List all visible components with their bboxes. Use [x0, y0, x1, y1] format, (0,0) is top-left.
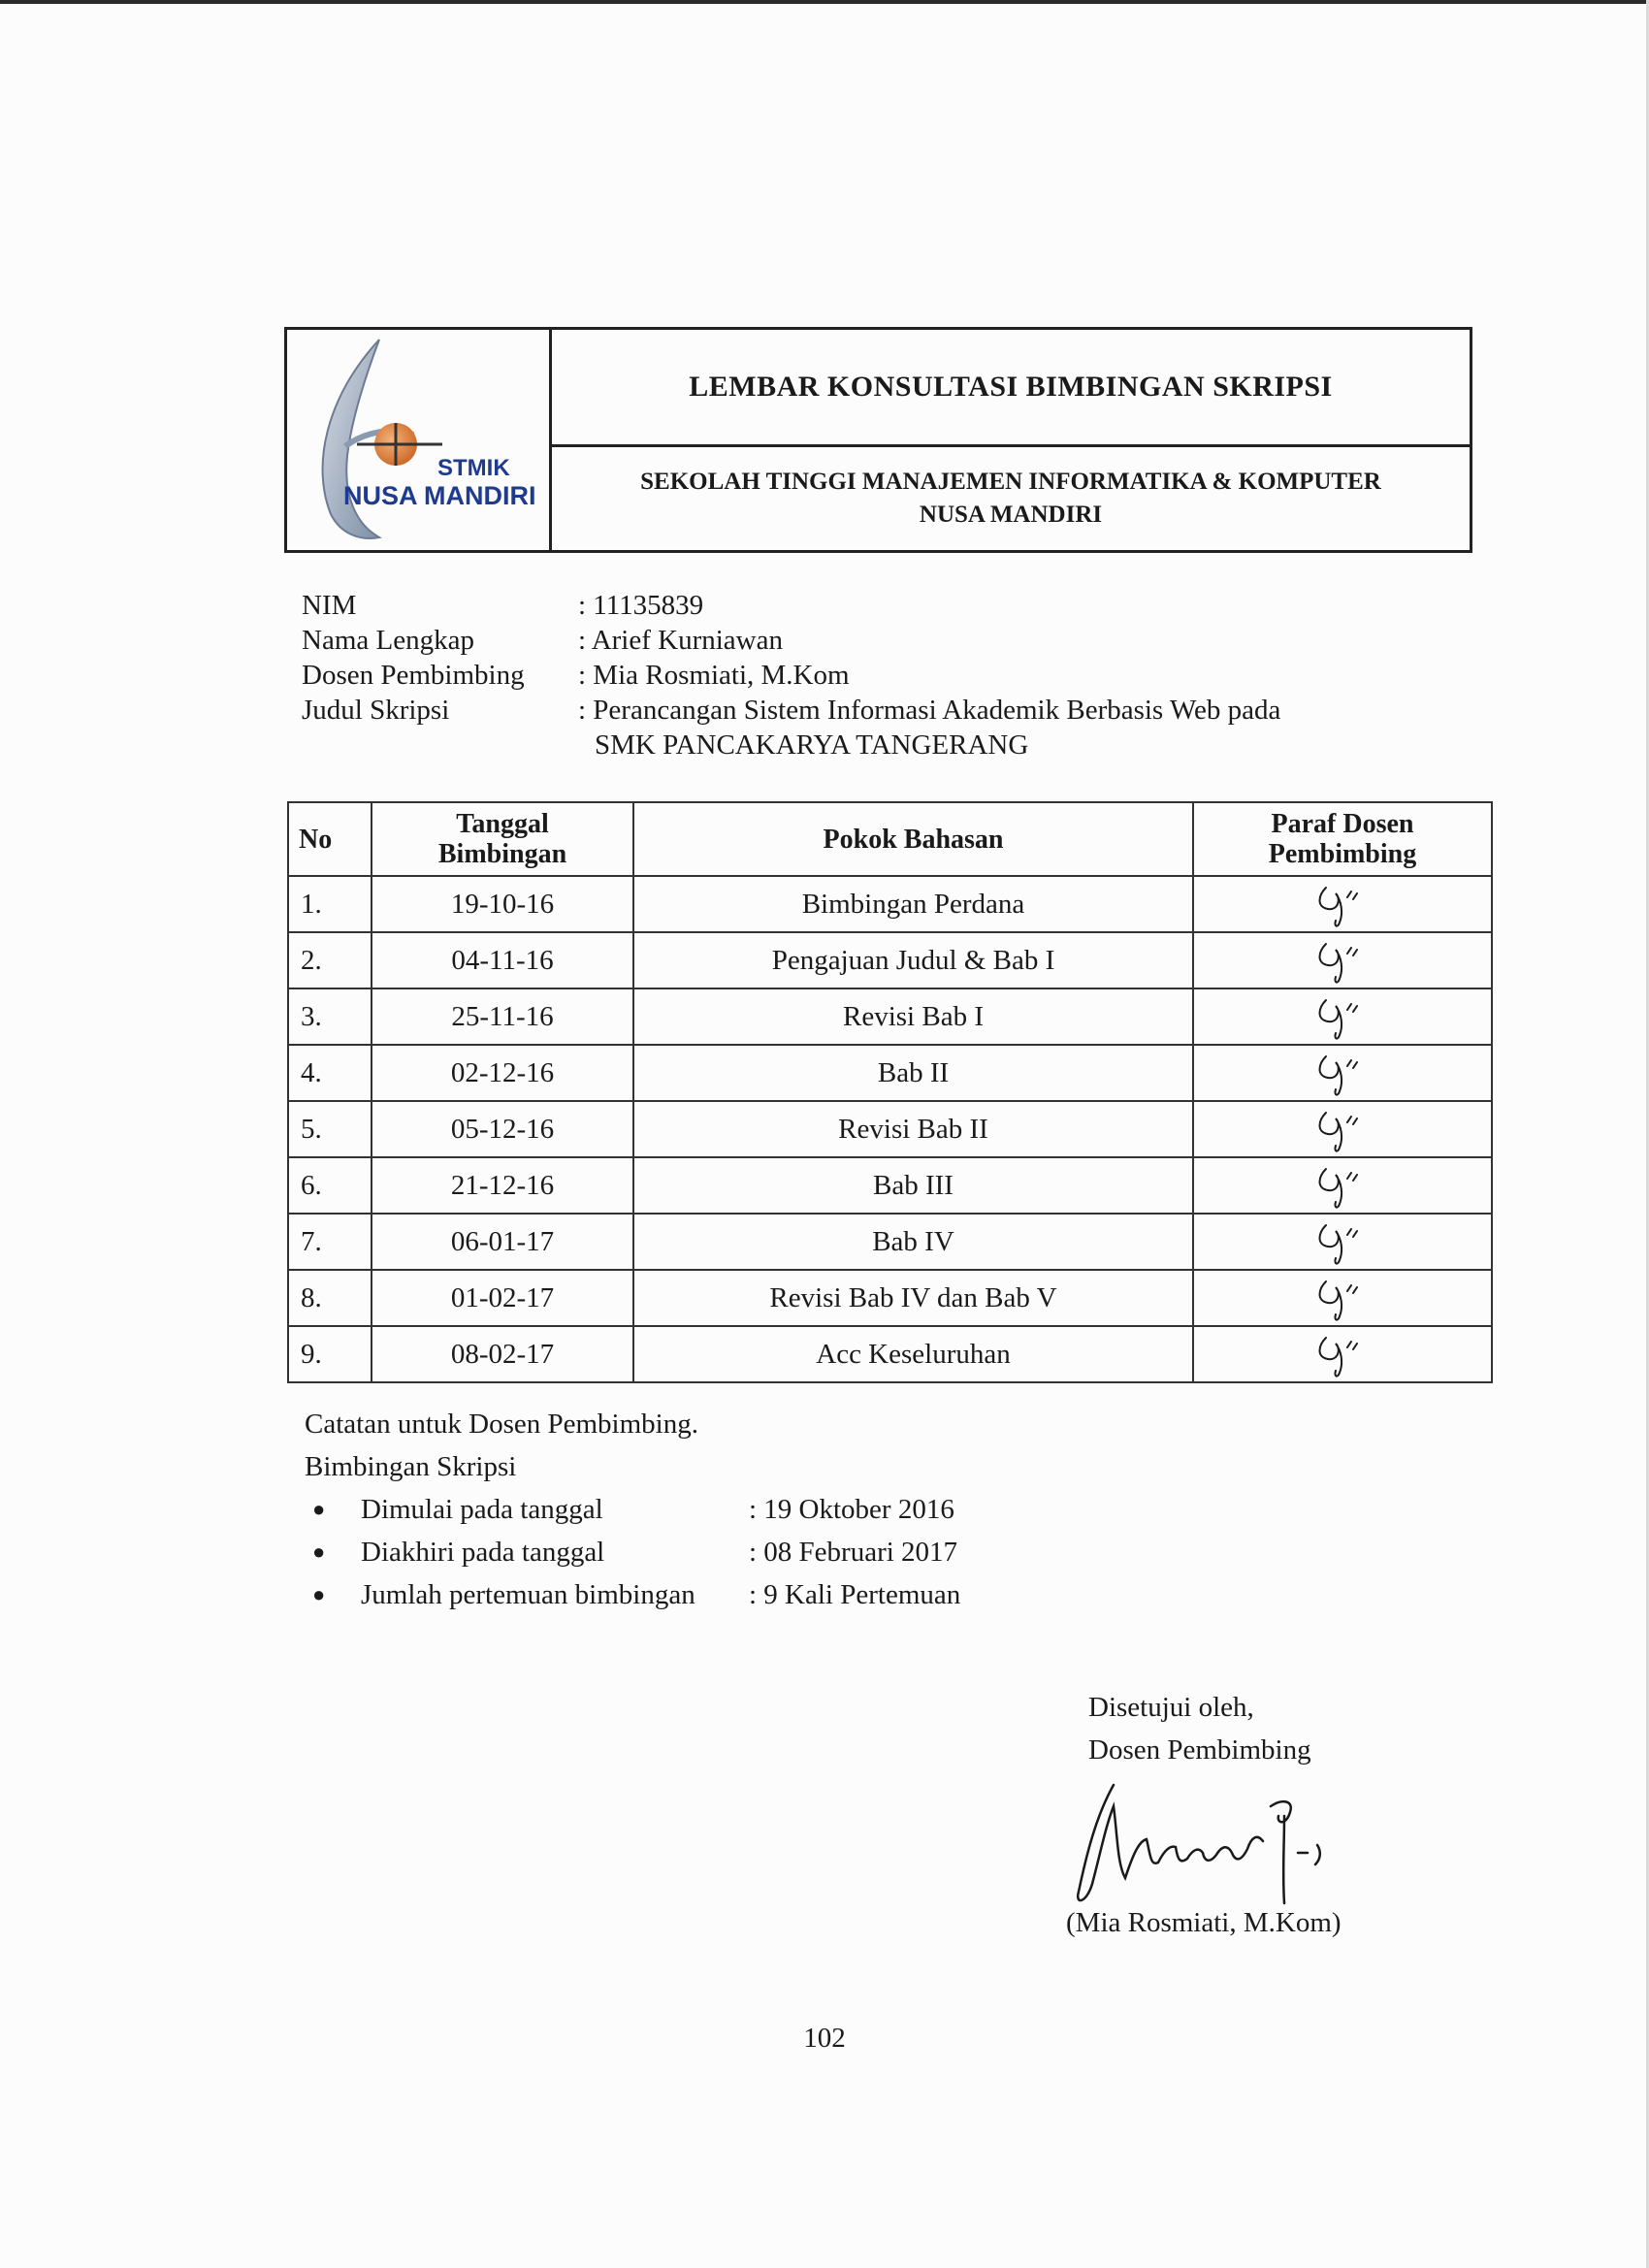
paraf-signature-icon [1309, 990, 1376, 1043]
row-tanggal: 25-11-16 [372, 988, 633, 1045]
table-row [288, 1045, 1492, 1101]
table-row [288, 1157, 1492, 1214]
table-header-row [288, 802, 1492, 876]
nama-label: Nama Lengkap [302, 625, 474, 656]
list-item [305, 1573, 960, 1616]
student-info [302, 588, 1280, 762]
dosen-label: Dosen Pembimbing [302, 660, 525, 691]
row-tanggal: 05-12-16 [372, 1101, 633, 1157]
row-no: 3. [288, 988, 372, 1045]
table-row [288, 876, 1492, 932]
header-paraf-line2: Pembimbing [1268, 839, 1417, 869]
paraf-signature-icon [1309, 1215, 1376, 1268]
row-no: 4. [288, 1045, 372, 1101]
table-row [288, 1214, 1492, 1270]
note-label: Dimulai pada tanggal [361, 1494, 603, 1525]
row-paraf [1193, 988, 1492, 1045]
nim-value: : 11135839 [578, 590, 704, 621]
row-paraf [1193, 1045, 1492, 1101]
row-paraf [1193, 1270, 1492, 1326]
row-tanggal: 06-01-17 [372, 1214, 633, 1270]
note-value: : 19 Oktober 2016 [749, 1494, 954, 1525]
scan-top-edge [0, 0, 1649, 4]
judul-label: Judul Skripsi [302, 695, 450, 726]
approval-line1: Disetujui oleh, [1088, 1692, 1254, 1723]
header-paraf-line1: Paraf Dosen [1271, 809, 1414, 839]
institution-name-line1: SEKOLAH TINGGI MANAJEMEN INFORMATIKA & KOMPUTER [640, 469, 1381, 495]
row-paraf [1193, 1214, 1492, 1270]
header-pokok: Pokok Bahasan [633, 802, 1193, 876]
list-item [305, 1488, 960, 1531]
row-pokok: Acc Keseluruhan [633, 1326, 1193, 1382]
institution-name-line2: NUSA MANDIRI [919, 502, 1103, 528]
notes-section [305, 1403, 960, 1616]
row-no: 5. [288, 1101, 372, 1157]
bullet-icon: ● [312, 1539, 326, 1564]
row-pokok: Bab IV [633, 1214, 1193, 1270]
paraf-signature-icon [1309, 1159, 1376, 1212]
row-paraf [1193, 1101, 1492, 1157]
header-tanggal-line2: Bimbingan [437, 839, 567, 869]
row-paraf [1193, 1326, 1492, 1382]
row-pokok: Revisi Bab IV dan Bab V [633, 1270, 1193, 1326]
header-tanggal-line1: Tanggal [456, 809, 549, 839]
row-no: 7. [288, 1214, 372, 1270]
institution-logo [287, 330, 552, 550]
institution-name [552, 447, 1470, 550]
page-number: 102 [803, 2023, 846, 2054]
row-pokok: Revisi Bab II [633, 1101, 1193, 1157]
judul-value-continued: SMK PANCAKARYA TANGERANG [595, 729, 1029, 761]
stmik-logo-icon [287, 330, 543, 550]
row-paraf [1193, 1157, 1492, 1214]
note-label: Jumlah pertemuan bimbingan [361, 1579, 695, 1610]
list-item [305, 1531, 960, 1573]
row-pokok: Pengajuan Judul & Bab I [633, 932, 1193, 988]
table-row [288, 1326, 1492, 1382]
approval-section [1088, 1686, 1311, 1771]
notes-heading: Catatan untuk Dosen Pembimbing. [305, 1409, 698, 1440]
nama-value: : Arief Kurniawan [578, 625, 783, 656]
table-row [288, 932, 1492, 988]
paraf-signature-icon [1309, 878, 1376, 930]
header-no: No [288, 802, 372, 876]
table-row [288, 988, 1492, 1045]
row-no: 1. [288, 876, 372, 932]
nim-label: NIM [302, 590, 357, 621]
row-tanggal: 08-02-17 [372, 1326, 633, 1382]
notes-list [305, 1488, 960, 1616]
row-no: 2. [288, 932, 372, 988]
table-row [288, 1270, 1492, 1326]
row-no: 6. [288, 1157, 372, 1214]
note-value: : 08 Februari 2017 [749, 1537, 958, 1568]
row-tanggal: 01-02-17 [372, 1270, 633, 1326]
notes-subheading: Bimbingan Skripsi [305, 1451, 517, 1482]
paraf-signature-icon [1309, 1328, 1376, 1380]
paraf-signature-icon [1309, 934, 1376, 987]
row-tanggal: 04-11-16 [372, 932, 633, 988]
approval-line2: Dosen Pembimbing [1088, 1734, 1311, 1766]
row-paraf [1193, 932, 1492, 988]
row-pokok: Revisi Bab I [633, 988, 1193, 1045]
row-tanggal: 21-12-16 [372, 1157, 633, 1214]
judul-value: : Perancangan Sistem Informasi Akademik Berbasis Web pada [578, 695, 1281, 726]
consultation-table [287, 801, 1493, 1383]
note-label: Diakhiri pada tanggal [361, 1537, 605, 1568]
row-no: 8. [288, 1270, 372, 1326]
svg-text:STMIK: STMIK [437, 455, 510, 481]
row-no: 9. [288, 1326, 372, 1382]
bullet-icon: ● [312, 1582, 326, 1606]
paraf-signature-icon [1309, 1047, 1376, 1099]
paraf-signature-icon [1309, 1272, 1376, 1324]
row-tanggal: 02-12-16 [372, 1045, 633, 1101]
table-row [288, 1101, 1492, 1157]
row-paraf [1193, 876, 1492, 932]
row-pokok: Bab III [633, 1157, 1193, 1214]
row-pokok: Bab II [633, 1045, 1193, 1101]
supervisor-name: (Mia Rosmiati, M.Kom) [1066, 1907, 1342, 1938]
dosen-value: : Mia Rosmiati, M.Kom [578, 660, 850, 691]
supervisor-signature-icon [1057, 1777, 1387, 1913]
document-title: LEMBAR KONSULTASI BIMBINGAN SKRIPSI [552, 330, 1470, 447]
bullet-icon: ● [312, 1497, 326, 1521]
document-header [284, 327, 1472, 553]
header-tanggal [372, 802, 633, 876]
header-paraf [1193, 802, 1492, 876]
row-pokok: Bimbingan Perdana [633, 876, 1193, 932]
note-value: : 9 Kali Pertemuan [749, 1579, 961, 1610]
paraf-signature-icon [1309, 1103, 1376, 1155]
svg-text:NUSA MANDIRI: NUSA MANDIRI [343, 481, 536, 510]
row-tanggal: 19-10-16 [372, 876, 633, 932]
